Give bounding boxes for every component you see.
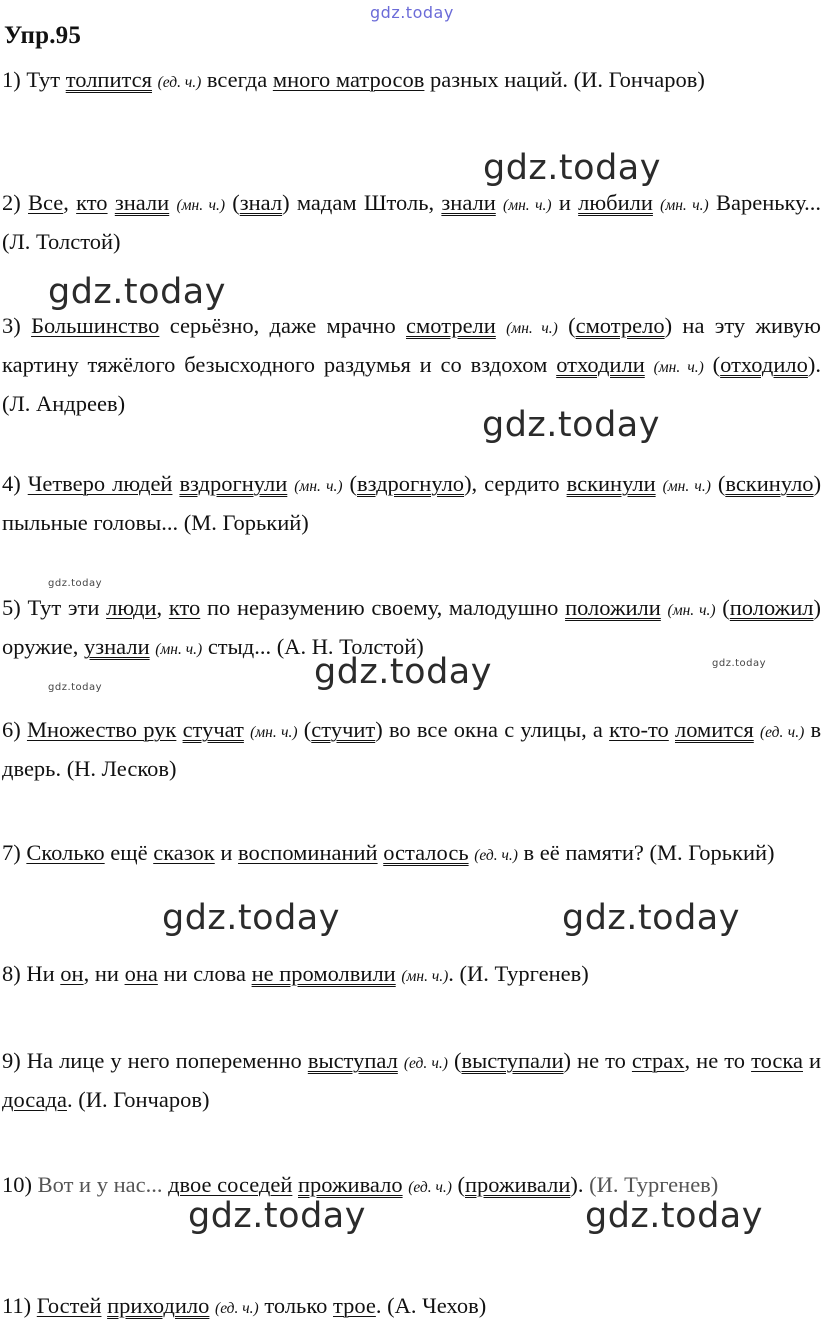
number-note: (ед. ч.): [408, 1179, 452, 1196]
subject: Множество рук: [26, 717, 177, 742]
predicate: не промолвили: [251, 961, 396, 986]
predicate: знал: [239, 190, 283, 215]
predicate: отходили: [556, 352, 645, 377]
watermark-small: gdz.today: [48, 682, 103, 693]
predicate: смотрело: [575, 313, 665, 338]
predicate: любили: [578, 190, 653, 215]
sentence-4: 4) Четверо людей вздрогнули (мн. ч.) (вздрогнуло), сердито вскинули (мн. ч.) (вскинуло) пыльные головы... (М. Горький): [2, 471, 822, 535]
subject: трое: [333, 1293, 376, 1318]
predicate: положили: [565, 595, 661, 620]
watermark: gdz.today: [562, 898, 740, 938]
subject: она: [124, 961, 158, 986]
predicate: знали: [441, 190, 496, 215]
sentence-6: 6) Множество рук стучат (мн. ч.) (стучит) во все окна с улицы, а кто-то ломится (ед. ч.) в дверь. (Н. Лесков): [2, 717, 822, 781]
predicate: отходило: [720, 352, 808, 377]
subject: Гостей: [36, 1293, 102, 1318]
predicate: знали: [114, 190, 170, 215]
sentence-9: 9) На лице у него попеременно выступал (ед. ч.) (выступали) не то страх, не то тоска и досада. (И. Гончаров): [2, 1048, 822, 1112]
subject: досада: [2, 1087, 67, 1112]
number-note: (мн. ч.): [155, 641, 203, 658]
predicate: вздрогнули: [179, 471, 288, 496]
subject: воспоминаний: [238, 840, 378, 865]
predicate: стучат: [182, 717, 244, 742]
sentence-8: 8) Ни он, ни она ни слова не промолвили (мн. ч.). (И. Тургенев): [2, 961, 589, 986]
subject: Все: [28, 190, 64, 215]
subject: Четверо людей: [27, 471, 173, 496]
predicate: узнали: [83, 634, 150, 659]
sentence-11: 11) Гостей приходило (ед. ч.) только трое. (А. Чехов): [2, 1293, 487, 1318]
watermark: gdz.today: [314, 652, 492, 692]
predicate: проживали: [465, 1172, 571, 1197]
predicate: приходило: [107, 1293, 210, 1318]
predicate: стучит: [311, 717, 376, 742]
sentence-2: 2) Все, кто знали (мн. ч.) (знал) мадам Штоль, знали (мн. ч.) и любили (мн. ч.) Вареньку... (Л. Толстой): [2, 190, 821, 254]
number-note: (мн. ч.): [660, 197, 709, 214]
watermark-small: gdz.today: [48, 578, 103, 589]
subject: он: [60, 961, 84, 986]
number-note: (мн. ч.): [653, 359, 704, 376]
site-watermark-top: gdz.today: [370, 3, 454, 22]
predicate: вздрогнуло: [357, 471, 465, 496]
sentence-7: 7) Сколько ещё сказок и воспоминаний осталось (ед. ч.) в её памяти? (М. Горький): [2, 840, 775, 865]
sentence-3: 3) Большинство серьёзно, даже мрачно смотрели (мн. ч.) (смотрело) на эту живую картину тяжёлого безысходного раздумья и со вздохом отходили (мн. ч.) (отходило). (Л. Андреев): [2, 313, 821, 416]
subject: Сколько: [26, 840, 105, 865]
number-note: (мн. ч.): [503, 197, 552, 214]
watermark: gdz.today: [482, 405, 660, 445]
number-note: (ед. ч.): [759, 724, 805, 741]
watermark: gdz.today: [48, 272, 226, 312]
subject: тоска: [751, 1048, 803, 1073]
predicate: вскинуло: [725, 471, 814, 496]
predicate: выступали: [461, 1048, 564, 1073]
number-note: (ед. ч.): [474, 847, 518, 864]
subject: кто: [76, 190, 108, 215]
subject: кто: [168, 595, 201, 620]
predicate: смотрели: [406, 313, 496, 338]
number-note: (ед. ч.): [157, 74, 202, 91]
watermark: gdz.today: [188, 1196, 366, 1236]
predicate: проживало: [298, 1172, 403, 1197]
subject: люди: [106, 595, 157, 620]
subject: сказок: [153, 840, 215, 865]
subject: кто-то: [609, 717, 669, 742]
sentence-1: 1) Тут толпится (ед. ч.) всегда много матросов разных наций. (И. Гончаров): [2, 67, 705, 92]
number-note: (ед. ч.): [215, 1300, 259, 1317]
number-note: (мн. ч.): [506, 320, 558, 337]
predicate: осталось: [383, 840, 469, 865]
watermark: gdz.today: [585, 1196, 763, 1236]
watermark-small: gdz.today: [712, 658, 767, 669]
predicate: выступал: [307, 1048, 398, 1073]
number-note: (ед. ч.): [403, 1055, 448, 1072]
number-note: (мн. ч.): [662, 478, 711, 495]
subject: страх: [631, 1048, 685, 1073]
predicate: положил: [729, 595, 814, 620]
number-note: (мн. ч.): [176, 197, 225, 214]
number-note: (мн. ч.): [250, 724, 298, 741]
predicate: вскинули: [566, 471, 656, 496]
number-note: (мн. ч.): [667, 602, 716, 619]
subject: Большинство: [31, 313, 160, 338]
predicate: толпится: [65, 67, 152, 92]
exercise-title: Упр.95: [4, 22, 82, 49]
watermark: gdz.today: [162, 898, 340, 938]
number-note: (мн. ч.): [401, 968, 449, 985]
number-note: (мн. ч.): [294, 478, 343, 495]
sentence-10: 10) Вот и у нас... двое соседей проживало (ед. ч.) (проживали). (И. Тургенев): [2, 1172, 719, 1197]
sentence-5: 5) Тут эти люди, кто по неразумению своему, малодушно положили (мн. ч.) (положил) оружие, узнали (мн. ч.) стыд... (А. Н. Толстой): [2, 595, 821, 659]
subject: много матросов: [272, 67, 425, 92]
watermark: gdz.today: [483, 148, 661, 188]
subject: двое соседей: [168, 1172, 293, 1197]
predicate: ломится: [675, 717, 754, 742]
